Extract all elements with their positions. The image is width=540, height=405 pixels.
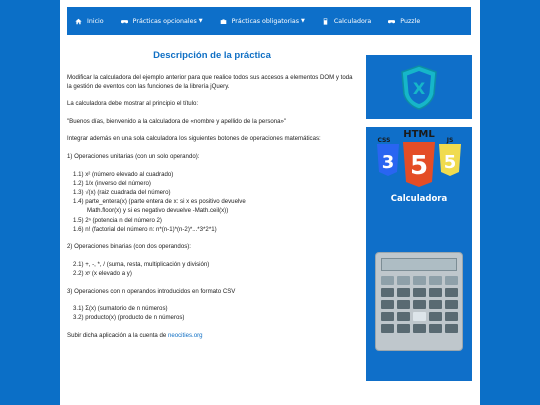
calc-key bbox=[413, 276, 426, 285]
web-tech-logo-box bbox=[366, 127, 472, 191]
nav-puzzle[interactable] bbox=[388, 18, 420, 25]
svg-text:5: 5 bbox=[409, 151, 429, 181]
calculator-caption: Calculadora bbox=[390, 194, 448, 204]
list-item: 1.5) 2ⁿ (potencia n del número 2) bbox=[73, 216, 162, 224]
calc-key bbox=[397, 276, 410, 285]
calculator-box[interactable] bbox=[366, 191, 472, 381]
calc-key bbox=[397, 324, 410, 333]
calc-key bbox=[445, 276, 458, 285]
calc-key bbox=[429, 288, 442, 297]
unary-header: 1) Operaciones unitarias (con un solo operando): bbox=[67, 152, 200, 160]
calc-key bbox=[445, 300, 458, 309]
svg-text:5: 5 bbox=[443, 152, 457, 173]
nav-calculadora[interactable] bbox=[322, 18, 371, 25]
shield-logo-box bbox=[366, 55, 472, 119]
list-item: Math.floor(x) y si es negativo devuelve -Math.ceil(x)) bbox=[87, 207, 229, 215]
calc-key bbox=[381, 276, 394, 285]
calc-key bbox=[413, 312, 426, 321]
calculator-screen bbox=[381, 258, 457, 271]
calc-key bbox=[429, 276, 442, 285]
gamepad-icon bbox=[388, 18, 395, 25]
calc-key bbox=[381, 288, 394, 297]
nav-inicio-label: Inicio bbox=[87, 17, 104, 25]
page-title: Descripción de la práctica bbox=[153, 50, 271, 61]
calc-key bbox=[445, 288, 458, 297]
binary-list bbox=[73, 261, 357, 279]
calc-key bbox=[413, 324, 426, 333]
integrate-text: Integrar además en una sola calculadora los siguientes botones de operaciones matemáticas: bbox=[67, 135, 321, 143]
list-item: 3.2) producto(x) (producto de n números) bbox=[73, 314, 185, 322]
top-navbar bbox=[67, 7, 471, 35]
list-item: 1.1) x² (número elevado al cuadrado) bbox=[73, 170, 174, 178]
nary-list bbox=[73, 305, 357, 323]
shield-badge-text: X bbox=[412, 79, 426, 98]
nav-calculadora-label: Calculadora bbox=[333, 17, 372, 25]
list-item: 1.2) 1/x (inverso del número) bbox=[73, 179, 151, 187]
gamepad-icon bbox=[121, 18, 128, 25]
calculator-icon bbox=[322, 18, 329, 25]
calc-key bbox=[445, 312, 458, 321]
list-item: 1.3) √(x) (raiz cuadrada del número) bbox=[73, 188, 171, 196]
nary-header: 3) Operaciones con n operandos introducidos en formato CSV bbox=[67, 287, 236, 295]
chevron-down-icon: ▼ bbox=[301, 18, 305, 24]
title-instruction: La calculadora debe mostrar al principio el título: bbox=[67, 100, 199, 108]
css3-text: CSS bbox=[377, 137, 391, 144]
chevron-down-icon: ▼ bbox=[198, 18, 203, 24]
shield-icon bbox=[399, 64, 439, 110]
calc-key bbox=[429, 312, 442, 321]
calc-key bbox=[397, 300, 410, 309]
nav-practicas-opcionales[interactable] bbox=[121, 18, 203, 25]
greeting-text: "Buenos días, bienvenido a la calculadora de «nombre y apellido de la persona»" bbox=[67, 117, 287, 125]
sidebar bbox=[366, 55, 472, 381]
nav-practicas-opcionales-label: Prácticas opcionales bbox=[132, 17, 197, 25]
html5-logo-icon bbox=[369, 128, 469, 190]
html5-text: HTML bbox=[403, 129, 435, 140]
list-item: 1.6) n! (factorial del número n: n*(n-1)*(n-2)*...*3*2*1) bbox=[73, 225, 217, 233]
unary-list bbox=[73, 171, 357, 235]
intro-text: Modificar la calculadora del ejemplo anterior para que realice todos sus accesos a elementos DOM y toda la gestión de eventos con las funciones de la librería jQuery. bbox=[67, 74, 353, 90]
list-item: 2.2) xʸ (x elevado a y) bbox=[73, 270, 132, 278]
list-item: 3.1) Σ(x) (sumatorio de n números) bbox=[73, 305, 168, 313]
list-item: 2.1) +, -, *, / (suma, resta, multiplicación y división) bbox=[73, 260, 210, 268]
nav-practicas-obligatorias-label: Prácticas obligatorias bbox=[231, 17, 300, 25]
calc-key bbox=[413, 288, 426, 297]
nav-practicas-obligatorias[interactable] bbox=[220, 18, 305, 25]
main-content bbox=[67, 50, 357, 350]
calc-key bbox=[381, 300, 394, 309]
calc-key bbox=[397, 288, 410, 297]
home-icon bbox=[75, 18, 82, 25]
list-item: 1.4) parte_entera(x) (parte entera de x: si x es positivo devuelve bbox=[73, 198, 246, 206]
calc-key bbox=[445, 324, 458, 333]
calculator-keypad bbox=[381, 276, 459, 333]
calc-key bbox=[413, 300, 426, 309]
binary-header: 2) Operaciones binarias (con dos operandos): bbox=[67, 243, 191, 251]
upload-text bbox=[67, 332, 357, 341]
calculator-image[interactable] bbox=[375, 252, 463, 351]
calc-key bbox=[381, 324, 394, 333]
briefcase-icon bbox=[220, 18, 227, 25]
nav-puzzle-label: Puzzle bbox=[400, 17, 421, 25]
calc-key bbox=[381, 312, 394, 321]
upload-label: Subir dicha aplicación a la cuenta de bbox=[67, 332, 167, 340]
neocities-link[interactable]: neocities.org bbox=[167, 332, 203, 340]
nav-inicio[interactable] bbox=[75, 18, 104, 25]
page-container bbox=[60, 0, 480, 405]
svg-text:3: 3 bbox=[381, 152, 395, 173]
calc-key bbox=[429, 324, 442, 333]
calc-key bbox=[397, 312, 410, 321]
calc-key bbox=[429, 300, 442, 309]
js-text: JS bbox=[446, 137, 454, 144]
